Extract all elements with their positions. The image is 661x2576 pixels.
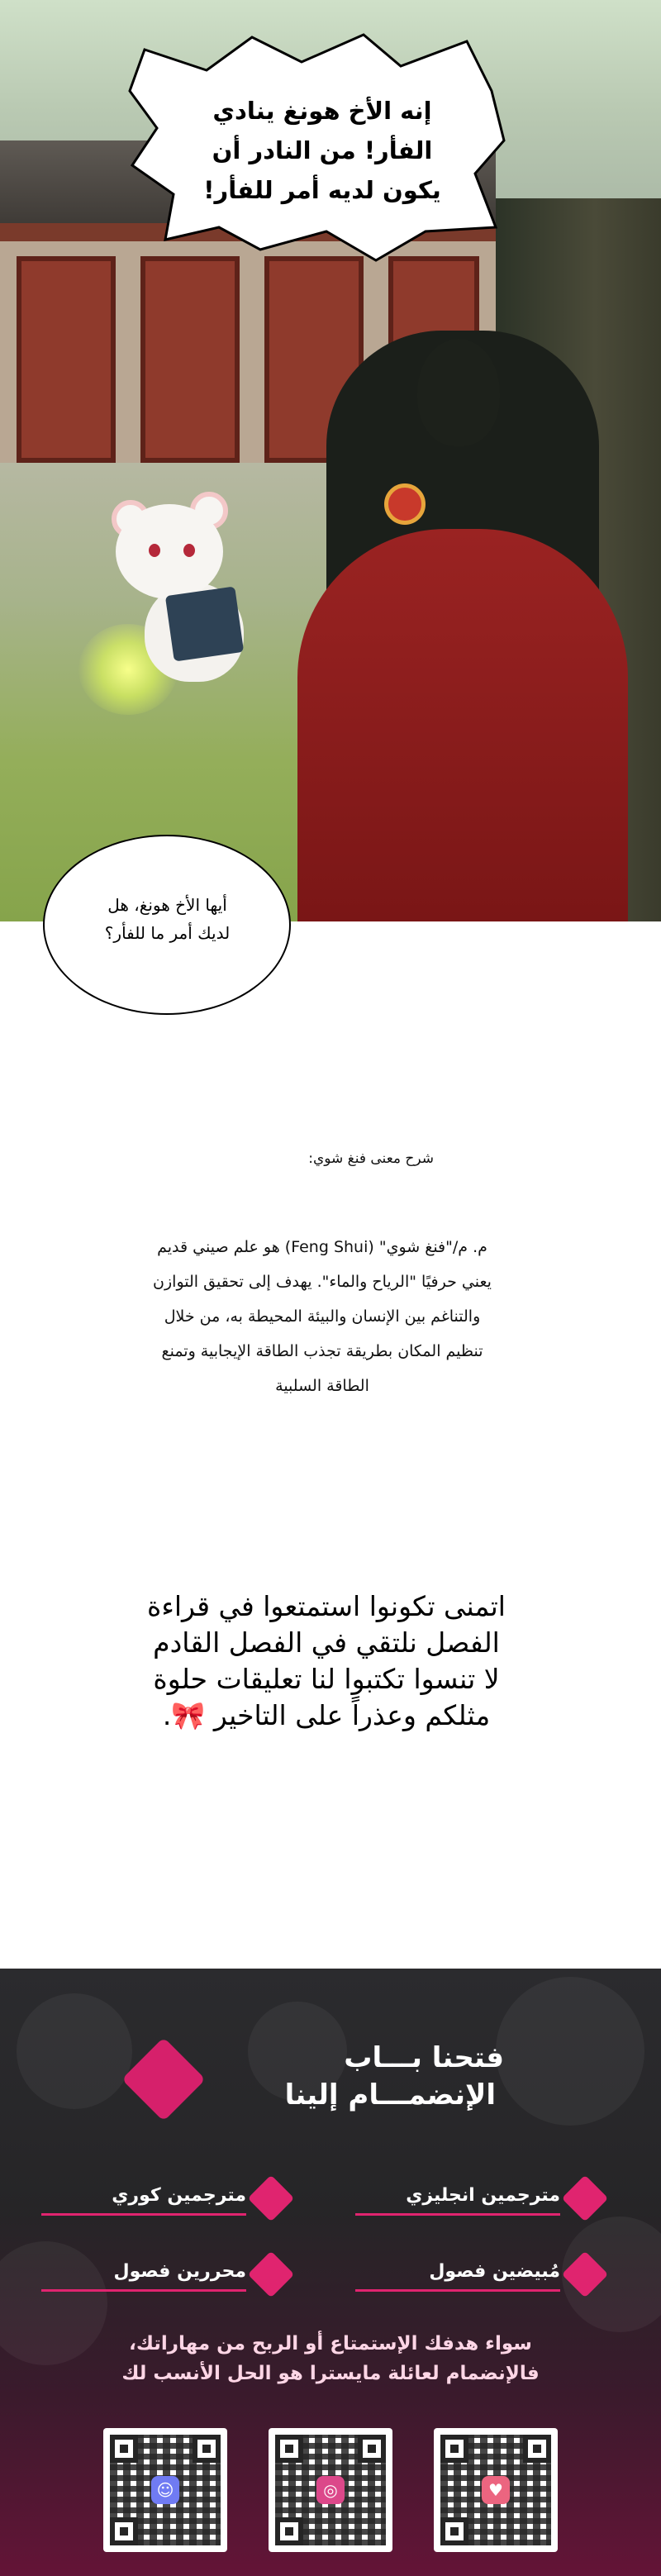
- qr-pattern: [275, 2435, 386, 2545]
- recruit-call-to-action: [50, 2329, 611, 2388]
- role-underline: [41, 2289, 246, 2292]
- background-sketch: [17, 1993, 132, 2109]
- mouse-character-head: [116, 504, 223, 599]
- role-underline: [41, 2213, 246, 2216]
- role-label: مترجمين كوري: [112, 2185, 246, 2206]
- bubble-line: لديك أمر ما للفأر؟: [104, 923, 231, 943]
- character-red-robe: [297, 529, 628, 921]
- thanks-line: الفصل نلتقي في الفصل القادم: [153, 1626, 500, 1659]
- speech-bubble-shout-text: [165, 91, 479, 210]
- background-sketch: [496, 1977, 644, 2126]
- qr-pattern: [440, 2435, 551, 2545]
- note-line: تنظيم المكان بطريقة تجذب الطاقة الإيجابية وتمنع: [161, 1342, 483, 1360]
- mouse-eye: [183, 544, 195, 557]
- role-cleaners: [339, 2255, 611, 2293]
- discord-icon: ☺: [151, 2476, 179, 2504]
- cta-line: سواء هدفك الإستمتاع أو الربح من مهاراتك،: [129, 2333, 532, 2355]
- qr-finder: [275, 2517, 303, 2545]
- bubble-line: يكون لديه أمر للفأر!: [203, 176, 441, 204]
- character-head: [417, 339, 500, 446]
- role-badge-icon: [562, 2175, 609, 2222]
- bubble-line: الفأر! من النادر أن: [212, 136, 433, 164]
- role-label: مُبيضين فصول: [429, 2261, 560, 2282]
- thank-you-message: [74, 1588, 578, 1734]
- speech-bubble-text: [66, 891, 269, 947]
- role-label: مترجمين انجليزي: [406, 2185, 560, 2206]
- role-korean-translators: [25, 2178, 297, 2217]
- note-body: [50, 1230, 595, 1403]
- cta-line: فالإنضمام لعائلة مايسترا هو الحل الأنسب لك: [121, 2363, 540, 2384]
- building-door: [140, 256, 240, 463]
- bubble-line: أيها الأخ هونغ، هل: [107, 895, 227, 915]
- role-label: محررين فصول: [113, 2261, 246, 2282]
- role-editors: [25, 2255, 297, 2293]
- book-held: [165, 586, 244, 661]
- qr-finder: [110, 2517, 138, 2545]
- qr-finder: [523, 2435, 551, 2463]
- role-badge-icon: [562, 2251, 609, 2298]
- role-english-translators: [339, 2178, 611, 2217]
- building-door: [17, 256, 116, 463]
- thanks-line: اتمنى تكونوا استمتعوا في قراءة: [147, 1590, 506, 1622]
- note-line: م. م/"فنغ شوي" (Feng Shui) هو علم صيني قديم: [157, 1238, 487, 1256]
- mug-heart-icon: ♥: [482, 2476, 510, 2504]
- role-badge-icon: [248, 2251, 295, 2298]
- thanks-line: لا تنسوا تكتبوا لنا تعليقات حلوة: [153, 1663, 500, 1695]
- role-underline: [355, 2289, 560, 2292]
- qr-finder: [193, 2435, 221, 2463]
- qr-finder: [440, 2435, 468, 2463]
- role-underline: [355, 2213, 560, 2216]
- thanks-line: مثلكم وعذراً على التاخير 🎀.: [162, 1699, 491, 1731]
- qr-code-instagram[interactable]: [269, 2428, 392, 2552]
- note-line: والتناغم بين الإنسان والبيئة المحيطة به، من خلال: [164, 1307, 481, 1326]
- recruit-heading: فتحنا بـــاب: [344, 2041, 504, 2074]
- qr-code-kofi[interactable]: [434, 2428, 558, 2552]
- hair-ornament: [384, 483, 426, 525]
- note-line: الطاقة السلبية: [275, 1377, 369, 1395]
- qr-finder: [110, 2435, 138, 2463]
- qr-finder: [440, 2517, 468, 2545]
- qr-code-discord[interactable]: [103, 2428, 227, 2552]
- instagram-icon: ◎: [316, 2476, 345, 2504]
- qr-finder: [275, 2435, 303, 2463]
- qr-pattern: [110, 2435, 221, 2545]
- note-line: يعني حرفيًا "الرياح والماء". يهدف إلى تحقيق التوازن: [153, 1273, 492, 1291]
- note-title: شرح معنى فنغ شوي:: [308, 1150, 434, 1167]
- bubble-line: إنه الأخ هونغ ينادي: [212, 97, 432, 125]
- qr-finder: [358, 2435, 386, 2463]
- recruit-heading: الإنضمـــام إلينا: [284, 2078, 496, 2112]
- role-badge-icon: [248, 2175, 295, 2222]
- mouse-eye: [149, 544, 160, 557]
